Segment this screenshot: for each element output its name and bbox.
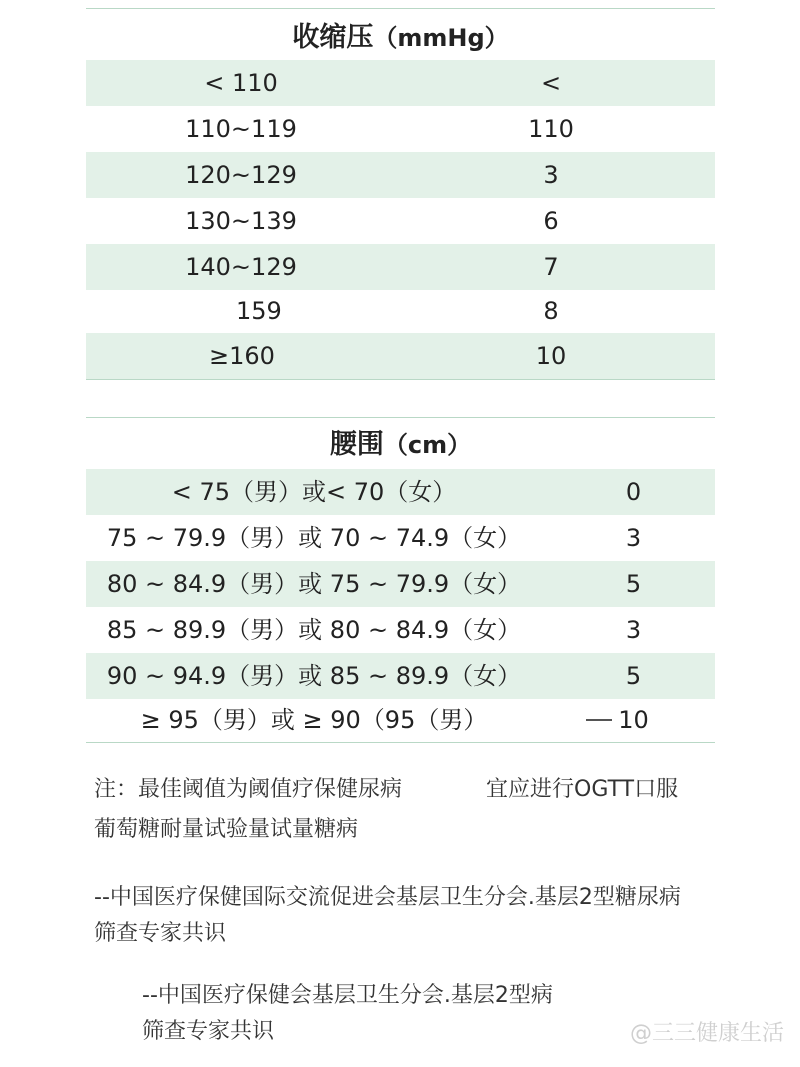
score-cell: 8 xyxy=(543,297,559,325)
note-line-1-right xyxy=(486,770,678,810)
waist-table xyxy=(86,417,715,743)
note-line-2 xyxy=(94,810,358,850)
source-1-line-1 xyxy=(94,878,681,918)
source-2-text-2: 筛查专家共识 xyxy=(142,1019,275,1044)
source-2-line-2 xyxy=(142,1012,274,1052)
score-cell: 110 xyxy=(528,115,574,143)
source-2-line-1 xyxy=(142,976,553,1016)
systolic-table xyxy=(86,0,715,380)
systolic-title xyxy=(86,16,715,60)
range-cell: 85 ~ 89.9（男）或 80 ~ 84.9（女） xyxy=(106,616,522,644)
score-cell: 3 xyxy=(625,616,642,644)
score-cell: 5 xyxy=(625,570,642,598)
source-1-line-2 xyxy=(94,914,226,954)
score-cell: 10 xyxy=(618,706,649,734)
range-cell: < 110 xyxy=(204,69,278,97)
range-cell: 110~119 xyxy=(185,115,297,143)
bottom-divider xyxy=(86,742,715,743)
score-cell: 10 xyxy=(535,342,567,370)
top-divider xyxy=(86,417,715,418)
source-1-text-1: --中国医疗保健国际交流促进会基层卫生分会.基层2型糖尿病 xyxy=(94,885,681,910)
range-cell: 120~129 xyxy=(185,161,297,189)
table-row xyxy=(86,515,715,561)
note-text-a: 注：最佳阈值为阈值疗保健尿病 xyxy=(94,777,403,802)
score-cell: 3 xyxy=(625,524,642,552)
table-row xyxy=(86,607,715,653)
source-2-text-1: --中国医疗保健会基层卫生分会.基层2型病 xyxy=(142,983,553,1008)
score-cell: 0 xyxy=(625,478,642,506)
waist-title xyxy=(86,423,715,467)
score-cell: 5 xyxy=(625,662,642,690)
waist-unit: （cm） xyxy=(383,431,472,459)
score-cell: 6 xyxy=(543,207,559,235)
range-cell: 159 xyxy=(236,297,282,325)
source-1-text-2: 筛查专家共识 xyxy=(94,921,227,946)
table-row xyxy=(86,653,715,699)
table-row xyxy=(86,469,715,515)
range-cell: 130~139 xyxy=(185,207,297,235)
top-divider xyxy=(86,8,715,9)
range-cell: 90 ~ 94.9（男）或 85 ~ 89.9（女） xyxy=(106,662,522,690)
note-text-c: 葡萄糖耐量试验量试量糖病 xyxy=(94,817,359,842)
table-row xyxy=(86,244,715,290)
score-cell: 3 xyxy=(543,161,559,189)
table-row xyxy=(86,333,715,379)
range-cell: ≥ 95（男）或 ≥ 90（95（男） xyxy=(140,706,488,734)
systolic-title-text: 收缩压 xyxy=(292,22,374,53)
range-cell: 75 ~ 79.9（男）或 70 ~ 74.9（女） xyxy=(106,524,522,552)
note-text-b: 宜应进行OGTT口服 xyxy=(486,777,679,802)
table-row xyxy=(86,60,715,106)
bottom-divider xyxy=(86,379,715,380)
range-cell: 80 ~ 84.9（男）或 75 ~ 79.9（女） xyxy=(106,570,522,598)
score-cell: < xyxy=(540,69,562,97)
table-row xyxy=(86,198,715,244)
range-cell: ≥160 xyxy=(209,342,275,370)
watermark: @三三健康生活 xyxy=(629,1021,784,1046)
table-row xyxy=(86,561,715,607)
table-row xyxy=(86,288,715,334)
note-line-1 xyxy=(94,770,402,810)
range-cell: 140~129 xyxy=(185,253,297,281)
table-row xyxy=(86,152,715,198)
table-row xyxy=(86,697,715,743)
table-row xyxy=(86,106,715,152)
score-cell: 7 xyxy=(543,253,559,281)
range-cell: < 75（男）或< 70（女） xyxy=(171,478,457,506)
systolic-unit: （mmHg） xyxy=(373,24,509,52)
waist-title-text: 腰围 xyxy=(329,429,384,460)
